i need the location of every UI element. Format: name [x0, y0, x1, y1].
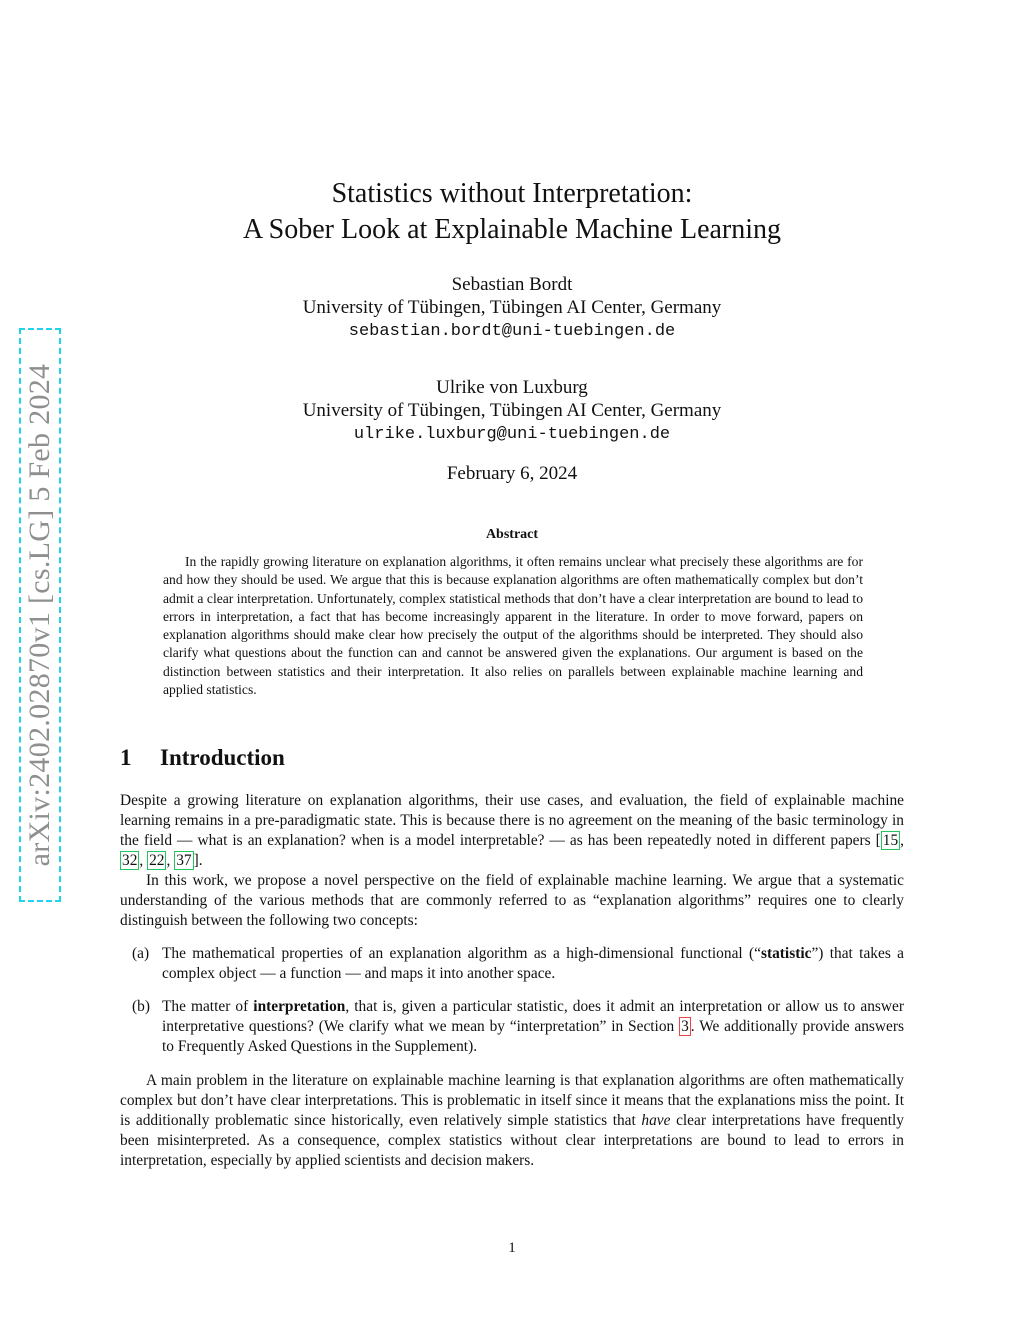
- list-item-a: [120, 944, 904, 984]
- author-1-email[interactable]: sebastian.bordt@uni-tuebingen.de: [348, 322, 676, 341]
- section-number: 1: [120, 745, 132, 770]
- intro-paragraph-1: Despite a growing literature on explanation algorithms, their use cases, and evaluation, the field of explainable machine learning remains in a pre-paradigmatic state. This is because there is no agreement on the meaning of the basic terminology in the field — what is an explanation? when is a model interpretable? — as has been repeatedly noted in different papers [ 15 , 32 , 22 , 37 ].: [120, 792, 904, 869]
- intro-paragraph-2: [120, 871, 904, 931]
- list-item-b: [120, 997, 904, 1057]
- author-2-email[interactable]: ulrike.luxburg@uni-tuebingen.de: [353, 425, 671, 444]
- section-title: Introduction: [160, 745, 285, 770]
- paragraph-end: ].: [193, 852, 203, 869]
- citation-link[interactable]: 32: [122, 852, 138, 869]
- intro-paragraph-3: [120, 1071, 904, 1171]
- paper-title-line-1: Statistics without Interpretation:: [331, 178, 693, 209]
- list-text: . We additionally provide answers to Frequently Asked Questions in the Supplement).: [162, 1018, 904, 1055]
- paragraph-text: Despite a growing literature on explanation algorithms, their use cases, and evaluation, the field of explainable machine learning remains in a pre-paradigmatic state. This is because there is no agreement on the meaning of the basic terminology in the field — what is an explanation? when is a model interpretable? — as has been repeatedly noted in different papers [: [120, 792, 904, 849]
- bold-term: statistic: [761, 945, 812, 962]
- paragraph-text: In this work, we propose a novel perspective on the field of explainable machine learning. We argue that a systematic understanding of the various methods that are commonly referred to as “explanation algorithms” requires one to clearly distinguish between the following two concepts:: [120, 872, 904, 929]
- arxiv-identifier-text: arXiv:2402.02870v1 [cs.LG] 5 Feb 2024: [23, 363, 56, 867]
- author-2-name: Ulrike von Luxburg: [436, 377, 588, 398]
- list-text: ”) that takes a complex object — a function — and maps it into another space.: [162, 945, 904, 982]
- list-label: (b): [132, 998, 150, 1015]
- section-reference-link[interactable]: 3: [681, 1018, 689, 1035]
- abstract-body: [163, 553, 863, 699]
- citation-link[interactable]: 15: [882, 832, 899, 849]
- citation-link[interactable]: 37: [176, 852, 192, 869]
- paper-title-line-2: A Sober Look at Explainable Machine Learning: [242, 214, 782, 245]
- publication-date: February 6, 2024: [446, 463, 578, 484]
- page-number: 1: [508, 1240, 516, 1256]
- citation-link[interactable]: 22: [149, 852, 165, 869]
- list-text: The mathematical properties of an explanation algorithm as a high-dimensional functional (“: [162, 945, 761, 962]
- paragraph-text: A main problem in the literature on explainable machine learning is that explanation algorithms are often mathematically complex but don’t have clear interpretations. This is problematic in itself since it means that the explanations miss the point. It is additionally problematic since historically, even relatively simple statistics that: [120, 1072, 904, 1129]
- section-heading: [120, 745, 285, 771]
- abstract-heading: Abstract: [485, 527, 539, 542]
- concept-list: [120, 944, 904, 1070]
- bold-term: interpretation: [253, 998, 346, 1015]
- italic-emphasis: have: [641, 1112, 671, 1129]
- author-2-affiliation: University of Tübingen, Tübingen AI Center, Germany: [302, 400, 722, 421]
- abstract-text: In the rapidly growing literature on explanation algorithms, it often remains unclear what precisely these algorithms are for and how they should be used. We argue that this is because explanation algorithms are often mathematically complex but don’t admit a clear interpretation. Unfortunately, complex statistical methods that don’t have a clear interpretation are bound to lead to errors in interpretation, a fact that has become increasingly apparent in the literature. In order to move forward, papers on explanation algorithms should make clear how precisely the output of the algorithms should be interpreted. They should also clarify what questions about the function can and cannot be answered given the explanations. Our argument is based on the distinction between statistics and their interpretation. It also relies on parallels between explainable machine learning and applied statistics.: [163, 554, 863, 698]
- paragraph-text: clear interpretations have frequently been misinterpreted. As a consequence, complex statistics without clear interpretations are bound to lead to errors in interpretation, especially by applied scientists and decision makers.: [120, 1112, 904, 1169]
- author-1-name: Sebastian Bordt: [451, 274, 573, 295]
- author-1-affiliation: University of Tübingen, Tübingen AI Center, Germany: [302, 297, 722, 318]
- list-label: (a): [132, 945, 150, 962]
- list-text: The matter of: [162, 998, 254, 1015]
- list-text: , that is, given a particular statistic, does it admit an interpretation or allow us to answer interpretative questions? (We clarify what we mean by “interpretation” in Section: [162, 998, 904, 1035]
